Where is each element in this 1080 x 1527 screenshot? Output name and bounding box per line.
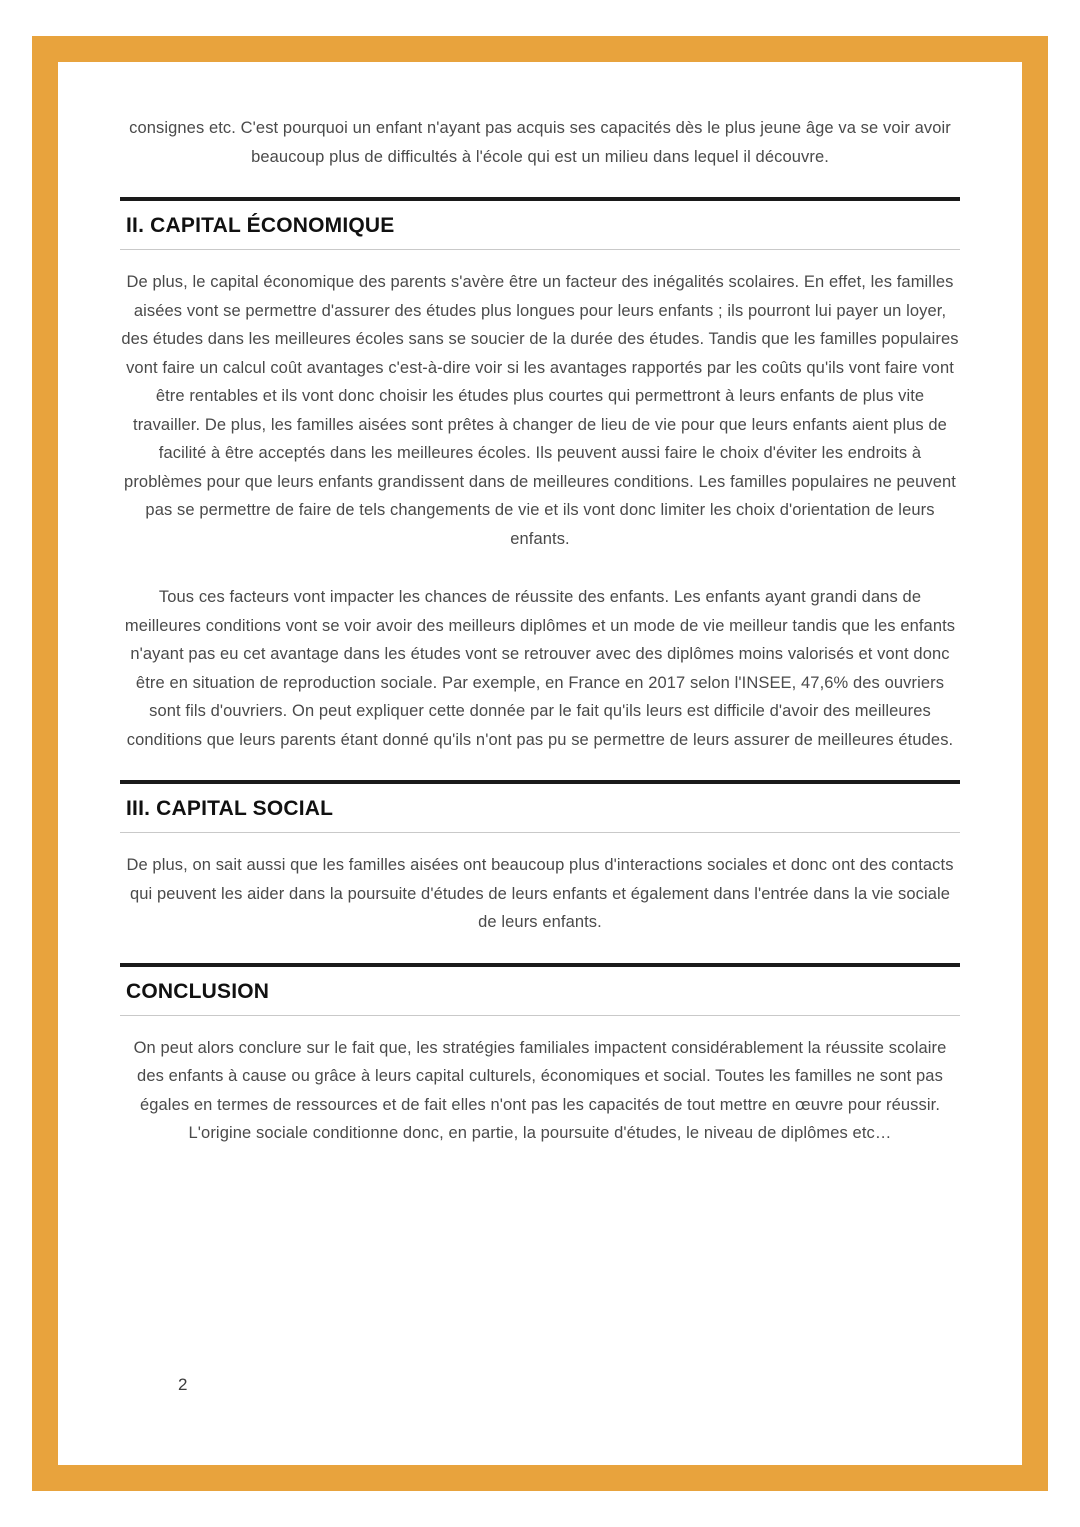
section-capital-social [120, 780, 960, 937]
section-capital-economique [120, 197, 960, 754]
intro-paragraph: consignes etc. C'est pourquoi un enfant n'ayant pas acquis ses capacités dès le plus jeune âge va se voir avoir beaucoup plus de difficultés à l'école qui est un milieu dans lequel il découvre. [129, 119, 951, 166]
page-number: 2 [178, 1375, 188, 1394]
section-heading-capital-social: III. CAPITAL SOCIAL [126, 797, 334, 820]
section-heading-conclusion: CONCLUSION [126, 979, 270, 1003]
document-content [120, 114, 960, 1148]
page-sheet [58, 62, 1022, 1465]
section-body-conclusion [120, 1016, 960, 1148]
section-body-capital-social [120, 833, 960, 937]
paragraph: Tous ces facteurs vont impacter les chances de réussite des enfants. Les enfants ayant grandi dans de meilleures conditions vont se voir avoir des meilleurs diplômes et un mode de vie meilleur tandis que les enfants n'ayant pas eu cet avantage dans les études vont se retrouver avec des diplômes moins valorisés et vont donc être en situation de reproduction sociale. Par exemple, en France en 2017 selon l'INSEE, 47,6% des ouvriers sont fils d'ouvriers. On peut expliquer cette donnée par le fait qu'ils leurs est difficile d'avoir des meilleures conditions que leurs parents étant donné qu'ils n'ont pas pu se permettre de leurs assurer de meilleures études. [124, 588, 956, 749]
paragraph: De plus, le capital économique des parents s'avère être un facteur des inégalités scolaires. En effet, les familles aisées vont se permettre d'assurer des études plus longues pour leurs enfants ; ils pourront lui payer un loyer, des études dans les meilleures écoles sans se soucier de la durée des études. Tandis que les familles populaires vont faire un calcul coût avantages c'est-à-dire voir si les avantages rapportés par les coûts qu'ils vont faire vont être rentables et ils vont donc choisir les études plus courtes qui permettront à leurs enfants de plus vite travailler. De plus, les familles aisées sont prêtes à changer de lieu de vie pour que leurs enfants aient plus de facilité à être acceptés dans les meilleures écoles. Ils peuvent aussi faire le choix d'éviter les endroits à problèmes pour que leurs enfants grandissent dans de meilleures conditions. Les familles populaires ne peuvent pas se permettre de faire de tels changements de vie et ils vont donc limiter les choix d'orientation de leurs enfants. [121, 273, 959, 548]
paragraph-spacer [120, 553, 960, 583]
section-body-capital-economique [120, 250, 960, 754]
section-conclusion [120, 963, 960, 1148]
paragraph: De plus, on sait aussi que les familles aisées ont beaucoup plus d'interactions sociales et donc ont des contacts qui peuvent les aider dans la poursuite d'études de leurs enfants et également dans l'entrée dans la vie sociale de leurs enfants. [126, 856, 954, 931]
paragraph: On peut alors conclure sur le fait que, les stratégies familiales impactent considérablement la réussite scolaire des enfants à cause ou grâce à leurs capital culturels, économiques et social. Toutes les familles ne sont pas égales en termes de ressources et de fait elles n'ont pas les capacités de tout mettre en œuvre pour réussir. L'origine sociale conditionne donc, en partie, la poursuite d'études, le niveau de diplômes etc… [133, 1038, 947, 1142]
section-heading-capital-economique: II. CAPITAL ÉCONOMIQUE [126, 214, 395, 237]
